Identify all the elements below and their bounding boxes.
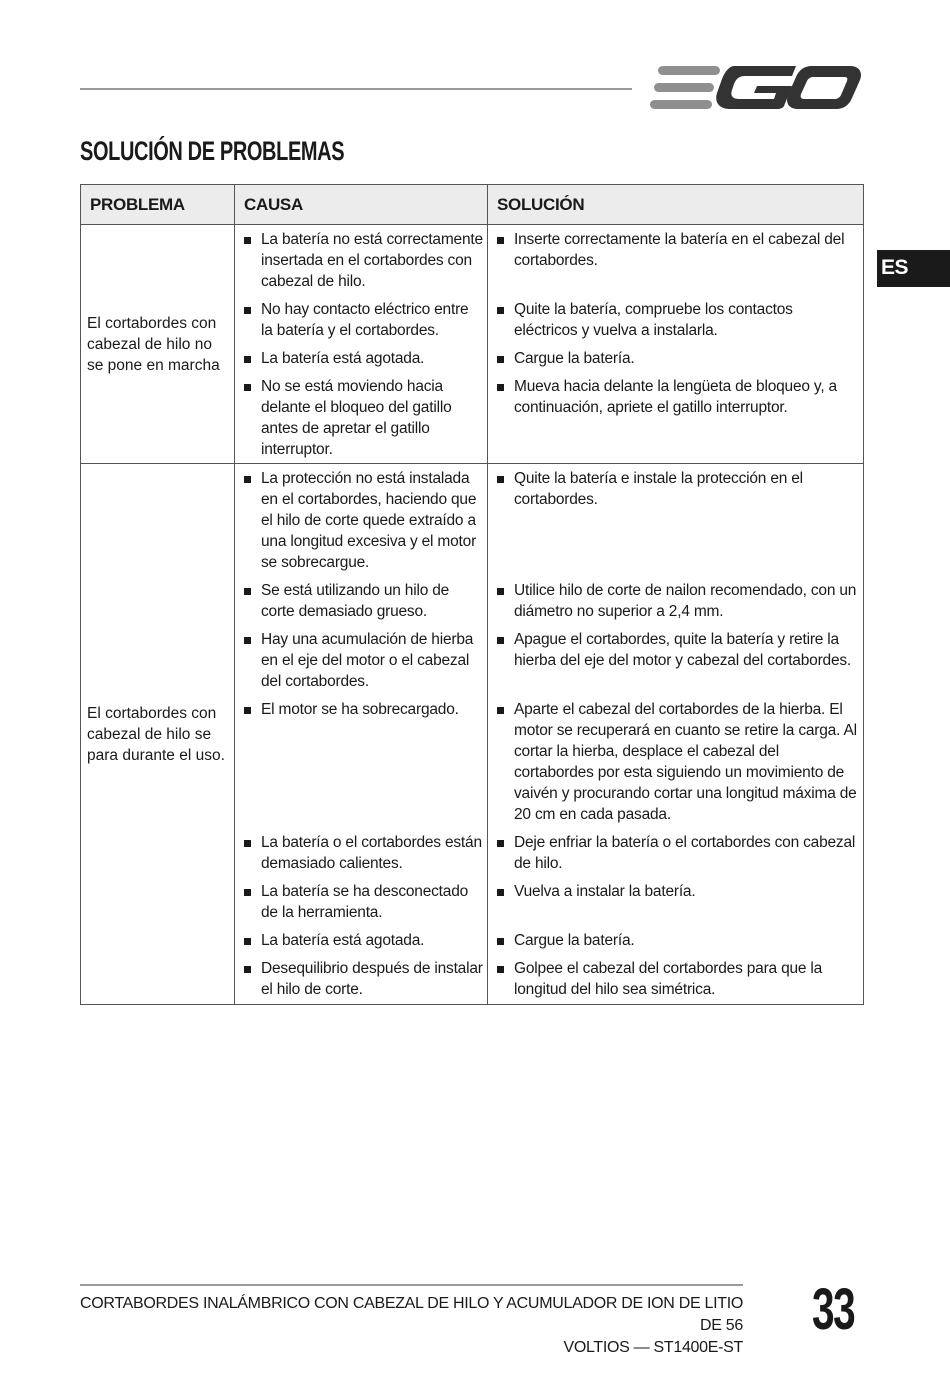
cause-item: No hay contacto eléctrico entre la batería y el cortabordes. — [241, 299, 483, 348]
solution-item: Golpee el cabezal del cortabordes para que la longitud del hilo sea simétrica. — [494, 958, 859, 1000]
cause-item: No se está moviendo hacia delante el bloqueo del gatillo antes de apretar el gatillo interruptor. — [241, 376, 483, 460]
solution-item: Cargue la batería. — [494, 930, 859, 958]
page-number: 33 — [812, 1277, 855, 1342]
bullet-icon — [244, 938, 251, 945]
header-solution: SOLUCIÓN — [488, 185, 864, 225]
cause-item: El motor se ha sobrecargado. — [241, 699, 483, 832]
section-title: SOLUCIÓN DE PROBLEMAS — [80, 136, 345, 166]
table-row — [81, 225, 864, 464]
bullet-icon — [244, 384, 251, 391]
footer-line-1: CORTABORDES INALÁMBRICO CON CABEZAL DE HILO Y ACUMULADOR DE ION DE LITIO DE 56 — [80, 1295, 743, 1334]
solution-item: Aparte el cabezal del cortabordes de la hierba. El motor se recuperará en cuanto se retire la carga. Al cortar la hierba, desplace el cabezal del cortabordes por esta siguiendo un movimiento de vaivén y procurando cortar una longitud máxima de 20 cm en cada pasada. — [494, 699, 859, 832]
solution-item: Deje enfriar la batería o el cortabordes con cabezal de hilo. — [494, 832, 859, 881]
problem-cell: El cortabordes con cabezal de hilo no se pone en marcha — [81, 225, 235, 464]
bullet-icon — [244, 476, 251, 483]
footer-line-2: VOLTIOS — ST1400E-ST — [563, 1339, 743, 1356]
bullet-icon — [497, 938, 504, 945]
bullet-icon — [497, 476, 504, 483]
cause-item: La batería se ha desconectado de la herramienta. — [241, 881, 483, 930]
cause-item: La batería está agotada. — [241, 348, 483, 376]
bullet-icon — [244, 588, 251, 595]
cause-item: La batería o el cortabordes están demasiado calientes. — [241, 832, 483, 881]
problem-cell: El cortabordes con cabezal de hilo se para durante el uso. — [81, 464, 235, 1005]
solution-item: Quite la batería, compruebe los contactos eléctricos y vuelva a instalarla. — [494, 299, 859, 348]
bullet-icon — [497, 889, 504, 896]
bullet-icon — [497, 637, 504, 644]
table-header-row — [81, 185, 864, 225]
bullet-icon — [244, 237, 251, 244]
header-problem: PROBLEMA — [81, 185, 235, 225]
bullet-icon — [497, 356, 504, 363]
bullet-icon — [497, 588, 504, 595]
table-row — [81, 464, 864, 1005]
header-rule — [80, 88, 632, 90]
cause-item: Hay una acumulación de hierba en el eje del motor o el cabezal del cortabordes. — [241, 629, 483, 699]
bullet-icon — [244, 707, 251, 714]
cause-item: La batería está agotada. — [241, 930, 483, 958]
solution-item: Apague el cortabordes, quite la batería y retire la hierba del eje del motor y cabezal del cortabordes. — [494, 629, 859, 699]
solution-item: Mueva hacia delante la lengüeta de bloqueo y, a continuación, apriete el gatillo interruptor. — [494, 376, 859, 418]
bullet-icon — [497, 840, 504, 847]
cause-item: Se está utilizando un hilo de corte demasiado grueso. — [241, 580, 483, 629]
bullet-icon — [497, 237, 504, 244]
bullet-icon — [244, 356, 251, 363]
language-tab: ES — [877, 250, 950, 287]
bullet-icon — [497, 707, 504, 714]
solution-item: Cargue la batería. — [494, 348, 859, 376]
solution-item: Quite la batería e instale la protección en el cortabordes. — [494, 468, 859, 580]
bullet-icon — [497, 307, 504, 314]
footer-rule — [80, 1284, 743, 1286]
bullet-icon — [244, 889, 251, 896]
header-cause: CAUSA — [235, 185, 488, 225]
solution-item: Vuelva a instalar la batería. — [494, 881, 859, 930]
bullet-icon — [497, 966, 504, 973]
bullet-icon — [244, 307, 251, 314]
cause-item: La batería no está correctamente insertada en el cortabordes con cabezal de hilo. — [241, 229, 483, 299]
bullet-icon — [244, 637, 251, 644]
bullet-icon — [244, 966, 251, 973]
bullet-icon — [244, 840, 251, 847]
solution-cell — [488, 225, 864, 464]
footer-text — [80, 1293, 743, 1359]
troubleshooting-table — [80, 184, 864, 1005]
ego-logo — [650, 62, 862, 114]
solution-item: Inserte correctamente la batería en el cabezal del cortabordes. — [494, 229, 859, 299]
bullet-icon — [497, 384, 504, 391]
solution-item: Utilice hilo de corte de nailon recomendado, con un diámetro no superior a 2,4 mm. — [494, 580, 859, 629]
solution-cell — [488, 464, 864, 1005]
cause-item: Desequilibrio después de instalar el hilo de corte. — [241, 958, 483, 1000]
cause-item: La protección no está instalada en el cortabordes, haciendo que el hilo de corte quede extraído a una longitud excesiva y el motor se sobrecargue. — [241, 468, 483, 580]
cause-cell — [235, 225, 488, 464]
cause-cell — [235, 464, 488, 1005]
